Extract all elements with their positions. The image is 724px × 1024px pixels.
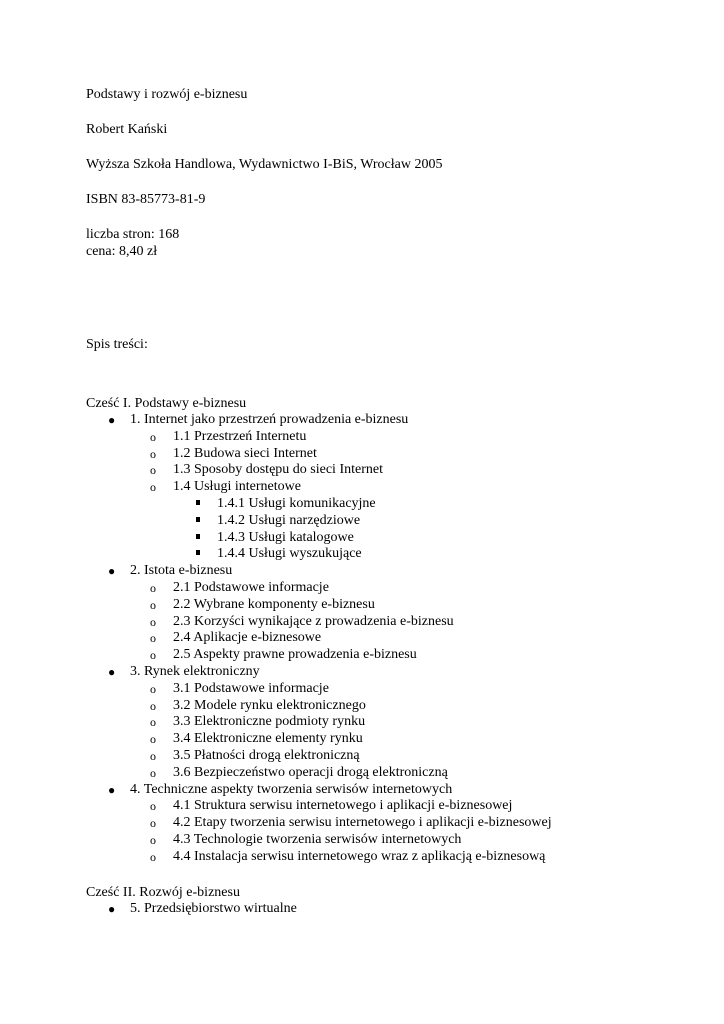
toc-section-list bbox=[86, 681, 686, 782]
chapter-bullet: ● bbox=[108, 413, 116, 427]
section-bullet: o bbox=[150, 597, 156, 612]
toc-section-item bbox=[86, 698, 686, 715]
toc-section-item bbox=[86, 714, 686, 731]
toc-section-item bbox=[86, 479, 686, 496]
chapter-bullet: ● bbox=[108, 782, 116, 797]
toc-section-label: 4.2 Etapy tworzenia serwisu internetowego i aplikacji e-biznesowej bbox=[173, 815, 552, 831]
toc-section-label: 1.4 Usługi internetowe bbox=[173, 479, 301, 495]
toc-section-item bbox=[86, 798, 686, 815]
toc-chapter-item bbox=[86, 782, 686, 799]
part-2-title: Cześć II. Rozwój e-biznesu bbox=[86, 884, 240, 900]
book-price: cena: 8,40 zł bbox=[86, 244, 158, 259]
section-bullet: o bbox=[150, 732, 156, 747]
toc-section-label: 2.2 Wybrane komponenty e-biznesu bbox=[173, 596, 375, 612]
toc-section-label: 3.3 Elektroniczne podmioty rynku bbox=[173, 714, 366, 730]
toc-chapter-item bbox=[86, 412, 686, 429]
toc-chapter-label: 3. Rynek elektroniczny bbox=[130, 663, 260, 679]
toc-subsection-label: 1.4.3 Usługi katalogowe bbox=[217, 529, 354, 545]
toc-section-label: 4.1 Struktura serwisu internetowego i aplikacji e-biznesowej bbox=[173, 798, 513, 814]
toc-subsection-item bbox=[86, 546, 686, 563]
square-bullet-icon bbox=[196, 534, 200, 539]
chapter-bullet: ● bbox=[108, 564, 116, 579]
book-isbn: ISBN 83-85773-81-9 bbox=[86, 192, 206, 207]
section-bullet: o bbox=[150, 698, 156, 713]
book-title: Podstawy i rozwój e-biznesu bbox=[86, 87, 248, 102]
toc-section-item bbox=[86, 849, 686, 866]
section-bullet: o bbox=[150, 480, 156, 495]
toc-section-list bbox=[86, 429, 686, 563]
book-author: Robert Kański bbox=[86, 122, 168, 137]
section-bullet: o bbox=[150, 429, 156, 444]
section-bullet: o bbox=[150, 816, 156, 831]
section-bullet: o bbox=[150, 715, 156, 730]
toc-section-item bbox=[86, 647, 686, 664]
toc-chapter-item bbox=[86, 664, 686, 681]
toc-section-item bbox=[86, 462, 686, 479]
toc-section-list bbox=[86, 798, 686, 865]
toc-section-item bbox=[86, 597, 686, 614]
toc-section-label: 2.1 Podstawowe informacje bbox=[173, 579, 329, 595]
toc-chapter-label: 2. Istota e-biznesu bbox=[130, 563, 233, 579]
toc-section-label: 2.4 Aplikacje e-biznesowe bbox=[173, 630, 322, 646]
toc-section-item bbox=[86, 681, 686, 698]
toc-section-item bbox=[86, 765, 686, 782]
toc-subsection-label: 1.4.4 Usługi wyszukujące bbox=[217, 546, 362, 562]
toc-section-label: 1.1 Przestrzeń Internetu bbox=[173, 428, 307, 444]
book-pages: liczba stron: 168 bbox=[86, 227, 180, 242]
toc-section-item bbox=[86, 731, 686, 748]
toc-chapter-item bbox=[86, 563, 686, 580]
toc-section-label: 4.4 Instalacja serwisu internetowego wraz z aplikacją e-biznesową bbox=[173, 848, 546, 864]
section-bullet: o bbox=[150, 446, 156, 461]
toc-section-list bbox=[86, 580, 686, 664]
chapter-bullet: ● bbox=[108, 664, 116, 679]
toc-heading: Spis treści: bbox=[86, 337, 148, 352]
book-publisher: Wyższa Szkoła Handlowa, Wydawnictwo I-BiS, Wrocław 2005 bbox=[86, 157, 443, 172]
toc-section-label: 3.6 Bezpieczeństwo operacji drogą elektroniczną bbox=[173, 764, 448, 780]
toc-section-item bbox=[86, 429, 686, 446]
document-page bbox=[86, 86, 686, 917]
section-bullet: o bbox=[150, 631, 156, 646]
toc-subsection-label: 1.4.2 Usługi narzędziowe bbox=[217, 512, 361, 528]
toc-section-label: 3.4 Elektroniczne elementy rynku bbox=[173, 731, 363, 747]
section-bullet: o bbox=[150, 832, 156, 847]
section-bullet: o bbox=[150, 614, 156, 629]
toc-section-label: 2.5 Aspekty prawne prowadzenia e-biznesu bbox=[173, 647, 417, 663]
toc-subsection-list bbox=[86, 496, 686, 563]
toc-section-label: 4.3 Technologie tworzenia serwisów internetowych bbox=[173, 831, 462, 847]
section-bullet: o bbox=[150, 765, 156, 780]
part-2-chapter-list bbox=[86, 901, 686, 918]
section-bullet: o bbox=[150, 748, 156, 763]
toc-chapter-label: 5. Przedsiębiorstwo wirtualne bbox=[130, 900, 297, 916]
toc-section-label: 3.5 Płatności drogą elektroniczną bbox=[173, 747, 360, 763]
toc-chapter-item bbox=[86, 901, 686, 918]
toc-section-item bbox=[86, 580, 686, 597]
toc-section-item bbox=[86, 614, 686, 631]
toc-section-label: 2.3 Korzyści wynikające z prowadzenia e-biznesu bbox=[173, 613, 454, 629]
section-bullet: o bbox=[150, 648, 156, 663]
part-1-title: Cześć I. Podstawy e-biznesu bbox=[86, 396, 247, 411]
toc-section-label: 1.2 Budowa sieci Internet bbox=[173, 445, 317, 461]
toc-section-item bbox=[86, 815, 686, 832]
toc-chapter-label: 1. Internet jako przestrzeń prowadzenia e-biznesu bbox=[130, 412, 409, 427]
toc-section-item bbox=[86, 748, 686, 765]
toc-section-label: 3.2 Modele rynku elektronicznego bbox=[173, 697, 366, 713]
section-bullet: o bbox=[150, 580, 156, 595]
toc-section-item bbox=[86, 832, 686, 849]
toc-subsection-item bbox=[86, 496, 686, 513]
toc-section-label: 1.3 Sposoby dostępu do sieci Internet bbox=[173, 462, 383, 478]
toc-subsection-item bbox=[86, 530, 686, 547]
section-bullet: o bbox=[150, 799, 156, 814]
toc-section-label: 3.1 Podstawowe informacje bbox=[173, 680, 329, 696]
section-bullet: o bbox=[150, 849, 156, 864]
square-bullet-icon bbox=[196, 517, 200, 522]
section-bullet: o bbox=[150, 681, 156, 696]
chapter-bullet: ● bbox=[108, 901, 116, 916]
toc-subsection-label: 1.4.1 Usługi komunikacyjne bbox=[217, 495, 376, 511]
square-bullet-icon bbox=[196, 550, 200, 555]
section-bullet: o bbox=[150, 463, 156, 478]
part-1-chapter-list bbox=[86, 412, 686, 866]
toc-section-item bbox=[86, 630, 686, 647]
toc-chapter-label: 4. Techniczne aspekty tworzenia serwisów internetowych bbox=[130, 781, 453, 797]
toc-section-item bbox=[86, 446, 686, 463]
square-bullet-icon bbox=[196, 500, 200, 505]
toc-subsection-item bbox=[86, 513, 686, 530]
